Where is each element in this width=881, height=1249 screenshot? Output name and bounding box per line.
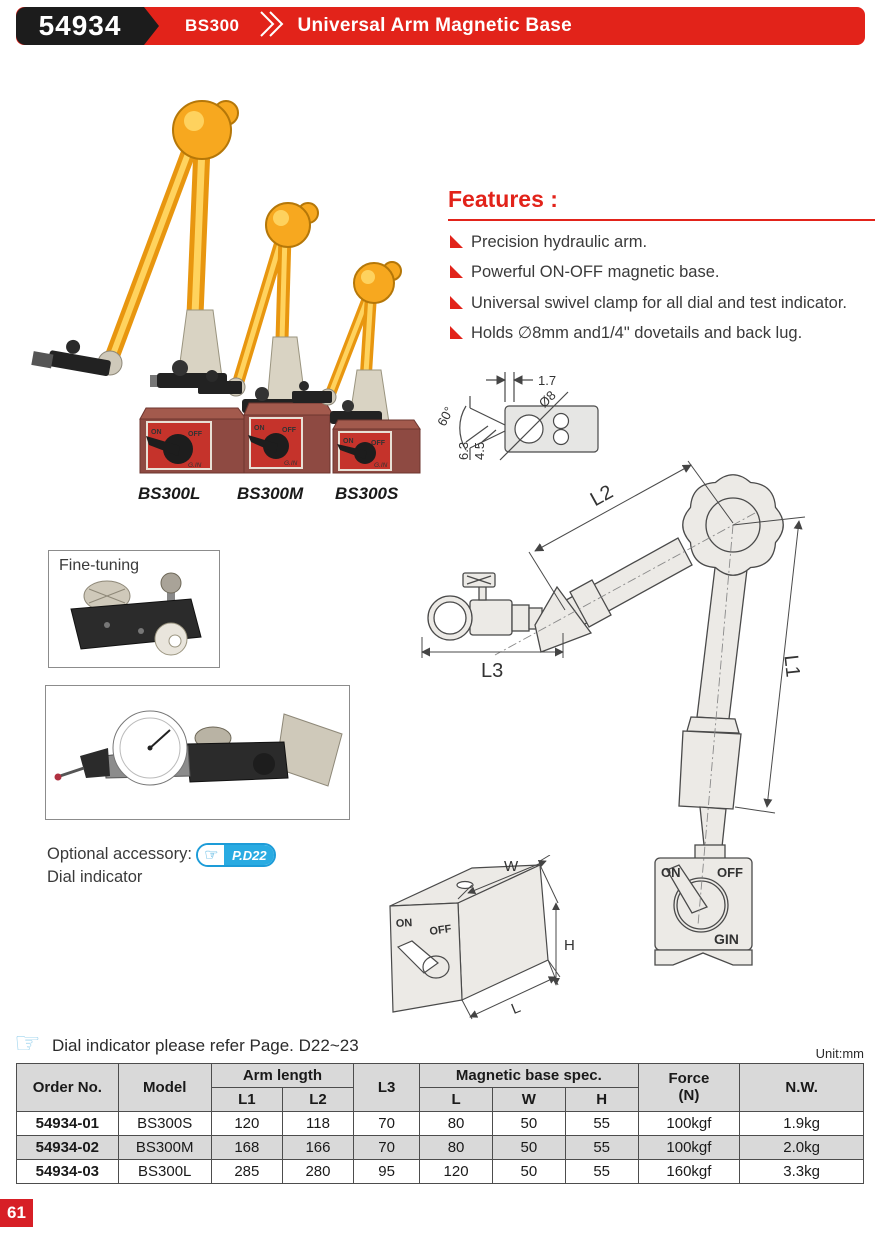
cell-w: 50 [492,1112,565,1136]
unit-label: Unit:mm [815,1046,864,1061]
col-l: L [420,1088,493,1112]
photo-base-brand: G.IN [374,462,388,469]
bullet-triangle-icon [450,296,463,309]
col-l3: L3 [354,1064,420,1112]
col-l2: L2 [282,1088,353,1112]
spec-table [16,1063,864,1184]
pointing-hand-icon: ☞ [198,845,224,865]
model-series: BS300 [185,16,240,35]
dim-w-label: W [504,858,519,875]
dim-h-label: H [564,937,575,954]
feature-text: Powerful ON-OFF magnetic base. [471,263,720,282]
product-label-bs300l: BS300L [138,484,201,503]
features-list [448,231,875,344]
col-l1: L1 [211,1088,282,1112]
optional-accessory-line2: Dial indicator [47,868,143,886]
photo-base-on-label: ON [151,429,162,436]
iso-off-label: OFF [428,923,453,938]
base-iso-drawing [388,855,638,1030]
page-title: Universal Arm Magnetic Base [297,15,573,36]
dial-indicator-box [45,685,350,820]
table-row [17,1112,864,1136]
cell-w: 50 [492,1136,565,1160]
product-photo-group [30,85,450,485]
feature-item [448,261,875,283]
product-label-bs300m: BS300M [237,484,304,503]
table-row [17,1160,864,1184]
cell-l3: 70 [354,1112,420,1136]
cell-h: 55 [565,1136,638,1160]
base-front-off-label: OFF [717,865,743,880]
cell-l2: 118 [282,1112,353,1136]
col-nw: N.W. [740,1064,864,1112]
col-w: W [492,1088,565,1112]
dim-l1-label: L1 [779,653,804,679]
iso-on-label: ON [395,917,413,930]
feature-item [448,322,875,344]
page-ref-tag[interactable] [196,843,276,867]
cell-l3: 70 [354,1136,420,1160]
cell-l: 80 [420,1112,493,1136]
bullet-triangle-icon [450,326,463,339]
cell-l: 120 [420,1160,493,1184]
col-order-no: Order No. [17,1064,119,1112]
product-label-bs300s: BS300S [335,484,399,503]
cell-force: 100kgf [638,1112,740,1136]
page-number-badge: 61 [0,1199,33,1227]
optional-accessory-line1: Optional accessory: [47,845,192,864]
feature-text: Precision hydraulic arm. [471,233,648,251]
photo-base-off-label: OFF [371,440,385,447]
dim-l3-label: L3 [481,660,504,682]
code-arrow-shape [144,7,159,45]
col-force [638,1064,740,1112]
col-model: Model [118,1064,211,1112]
feature-text: Holds ∅8mm and1/4" dovetails and back lug. [471,323,803,342]
cell-nw: 1.9kg [740,1112,864,1136]
feature-item [448,231,875,253]
col-arm-length: Arm length [211,1064,353,1088]
col-force-line2: (N) [678,1086,700,1104]
cell-l1: 285 [211,1160,282,1184]
cell-model: BS300M [118,1136,211,1160]
note-text: Dial indicator please refer Page. D22~23 [52,1036,359,1055]
base-front-on-label: ON [661,865,681,880]
cell-h: 55 [565,1160,638,1184]
cell-l3: 95 [354,1160,420,1184]
photo-base-brand: G.IN [284,460,298,467]
order-code: 54934 [38,10,122,41]
features-title: Features : [448,186,875,221]
dial-indicator-photo [46,686,349,819]
cell-model: BS300L [118,1160,211,1184]
cell-l1: 168 [211,1136,282,1160]
cell-l2: 166 [282,1136,353,1160]
fine-tuning-label: Fine-tuning [59,557,140,574]
dim-slot-width: 1.7 [538,373,557,388]
cell-w: 50 [492,1160,565,1184]
photo-base-brand: G.IN [188,462,202,469]
features-section [448,186,875,352]
cell-l: 80 [420,1136,493,1160]
dim-l-label: L [508,999,524,1018]
dim-diameter: Ø8 [535,387,559,411]
cell-order: 54934-03 [17,1160,119,1184]
dim-depth-2: 4.5 [472,441,487,460]
cell-nw: 3.3kg [740,1160,864,1184]
chevron-icon [257,9,287,44]
page-ref-label: P.D22 [224,845,274,865]
table-row [17,1136,864,1160]
dim-l2-label: L2 [586,480,617,511]
optional-accessory-block [47,843,367,888]
note-hand-icon: ☞ [14,1027,41,1060]
photo-base-on-label: ON [254,425,265,432]
fine-tuning-box [48,550,220,668]
bullet-triangle-icon [450,235,463,248]
photo-base-on-label: ON [343,438,354,445]
product-photo-bs300l [31,101,246,473]
dim-depth-1: 6.3 [456,441,471,460]
base-front-brand-label: GIN [714,931,739,947]
col-h: H [565,1088,638,1112]
cell-l2: 280 [282,1160,353,1184]
cell-order: 54934-01 [17,1112,119,1136]
col-force-line1: Force [668,1070,710,1087]
feature-item [448,292,875,314]
cell-force: 160kgf [638,1160,740,1184]
cell-l1: 120 [211,1112,282,1136]
photo-base-off-label: OFF [188,431,202,438]
table-header-row-1 [17,1064,864,1088]
feature-text: Universal swivel clamp for all dial and test indicator. [471,293,847,312]
bullet-triangle-icon [450,265,463,278]
cell-model: BS300S [118,1112,211,1136]
cell-order: 54934-02 [17,1136,119,1160]
dim-angle: 60° [434,404,457,429]
order-code-box [16,7,144,45]
header-banner [16,7,865,45]
photo-base-off-label: OFF [282,427,296,434]
cell-force: 100kgf [638,1136,740,1160]
cell-nw: 2.0kg [740,1136,864,1160]
cell-h: 55 [565,1112,638,1136]
col-magnetic-base-spec: Magnetic base spec. [420,1064,638,1088]
